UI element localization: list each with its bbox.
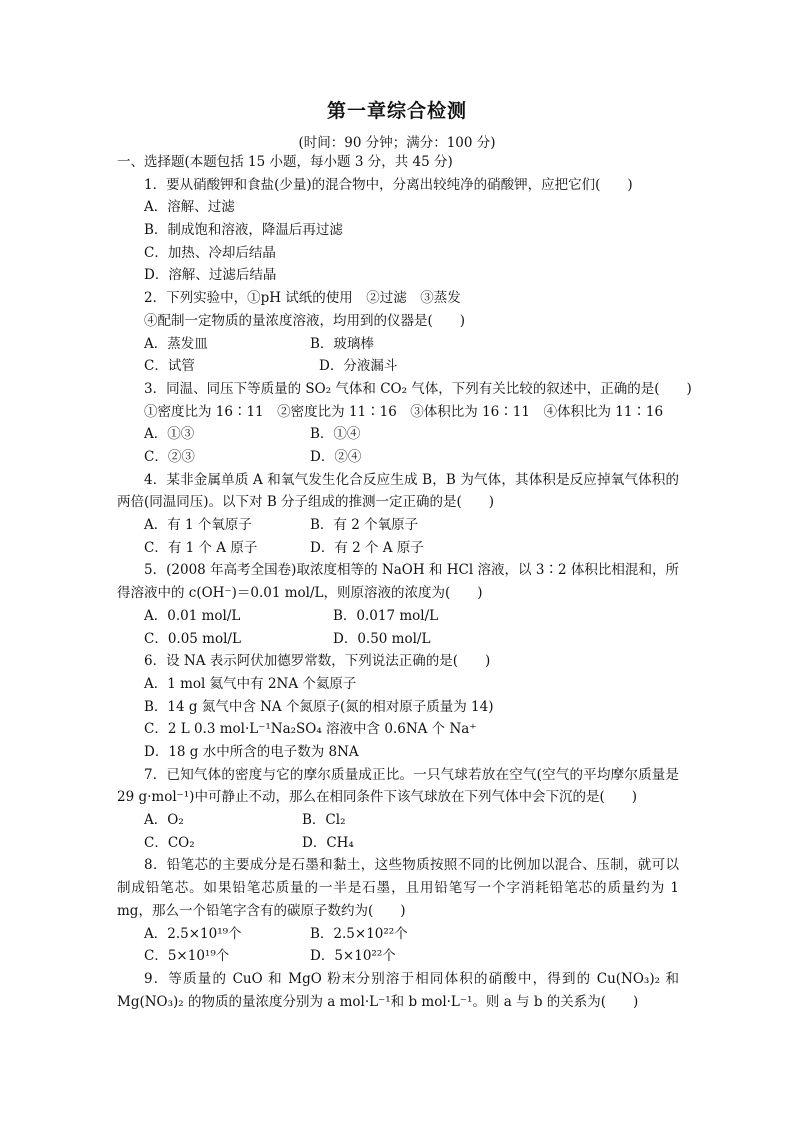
question-3-option-b: B．①④ bbox=[310, 426, 361, 443]
question-7-options-row-2 bbox=[117, 832, 679, 855]
question-6-option-a: A．1 mol 氦气中有 2NA 个氦原子 bbox=[144, 675, 357, 692]
question-6-stem: 6．设 NA 表示阿伏加德罗常数，下列说法正确的是( ) bbox=[144, 653, 491, 670]
question-8-options-row-2 bbox=[117, 945, 679, 968]
question-2-options-row-1 bbox=[117, 333, 679, 356]
question-2-option-b: B．玻璃棒 bbox=[310, 335, 374, 352]
question-3-option-c: C．②③ bbox=[144, 448, 195, 465]
question-3-option-d: D．②④ bbox=[310, 448, 362, 465]
question-4-options-row-2 bbox=[117, 537, 679, 560]
question-8-option-c: C．5×10¹⁹个 bbox=[144, 948, 230, 965]
question-7-option-a: A．O₂ bbox=[144, 812, 184, 829]
question-6-option-b: B．14 g 氮气中含 NA 个氮原子(氮的相对原子质量为 14) bbox=[144, 698, 494, 715]
question-8-stem: 8．铅笔芯的主要成分是石墨和黏土，这些物质按照不同的比例加以混合、压制，就可以制成铅笔芯。如果铅笔芯质量的一半是石墨，且用铅笔写一个字消耗铅笔芯的质量约为 1 mg，那么一个铅笔字含有的碳原子数约为( ) bbox=[117, 857, 679, 919]
question-7-option-b: B．Cl₂ bbox=[302, 812, 346, 829]
question-7-option-d: D．CH₄ bbox=[302, 834, 354, 851]
question-4-option-b: B．有 2 个氧原子 bbox=[310, 517, 419, 534]
exam-info: (时间：90 分钟；满分：100 分) bbox=[298, 135, 496, 151]
question-7-stem: 7．已知气体的密度与它的摩尔质量成正比。一只气球若放在空气(空气的平均摩尔质量是 29 g·mol⁻¹)中可静止不动，那么在相同条件下该气球放在下列气体中会下沉的是( ) bbox=[117, 766, 679, 806]
exam-body bbox=[117, 151, 692, 1013]
question-3-options-row-1 bbox=[117, 423, 679, 446]
question-8-option-a: A．2.5×10¹⁹个 bbox=[144, 925, 242, 942]
question-1-option-a: A．溶解、过滤 bbox=[144, 199, 235, 216]
question-6-option-c: C．2 L 0.3 mol·L⁻¹Na₂SO₄ 溶液中含 0.6NA 个 Na⁺ bbox=[144, 721, 477, 738]
question-1-option-c: C．加热、冷却后结晶 bbox=[144, 244, 276, 261]
question-8-option-d: D．5×10²²个 bbox=[310, 948, 396, 965]
question-5-options-row-2 bbox=[117, 628, 679, 651]
question-3-option-a: A．①③ bbox=[144, 426, 195, 443]
question-4-option-c: C．有 1 个 A 原子 bbox=[144, 539, 258, 556]
question-8-option-b: B．2.5×10²²个 bbox=[310, 925, 408, 942]
question-5-option-d: D．0.50 mol/L bbox=[333, 630, 431, 647]
question-4-options-row-1 bbox=[117, 514, 679, 537]
question-4-stem: 4．某非金属单质 A 和氧气发生化合反应生成 B，B 为气体，其体积是反应掉氧气体积的两倍(同温同压)。以下对 B 分子组成的推测一定正确的是( ) bbox=[117, 471, 679, 511]
question-5-option-a: A．0.01 mol/L bbox=[144, 607, 241, 624]
question-9-stem: 9．等质量的 CuO 和 MgO 粉末分别溶于相同体积的硝酸中，得到的 Cu(NO₃)₂ 和 Mg(NO₃)₂ 的物质的量浓度分别为 a mol·L⁻¹和 b mol·L⁻¹。则 a 与 b 的关系为( ) bbox=[117, 970, 679, 1010]
question-2-options-row-2 bbox=[117, 355, 679, 378]
question-1-option-d: D．溶解、过滤后结晶 bbox=[144, 267, 277, 284]
question-2-option-d: D．分液漏斗 bbox=[319, 358, 398, 375]
question-5-options-row-1 bbox=[117, 605, 679, 628]
question-8-options-row-1 bbox=[117, 923, 679, 946]
question-3-stem: 3．同温、同压下等质量的 SO₂ 气体和 CO₂ 气体，下列有关比较的叙述中，正确的是( ) bbox=[144, 380, 692, 397]
question-4-option-a: A．有 1 个氧原子 bbox=[144, 517, 252, 534]
question-2-option-a: A．蒸发皿 bbox=[144, 335, 208, 352]
question-4-option-d: D．有 2 个 A 原子 bbox=[310, 539, 424, 556]
question-5-option-c: C．0.05 mol/L bbox=[144, 630, 241, 647]
question-2-stem: 2．下列实验中，①pH 试纸的使用 ②过滤 ③蒸发 bbox=[144, 290, 461, 307]
question-1-stem: 1．要从硝酸钾和食盐(少量)的混合物中，分离出较纯净的硝酸钾，应把它们( ) bbox=[144, 176, 633, 193]
question-5-stem: 5．(2008 年高考全国卷)取浓度相等的 NaOH 和 HCl 溶液，以 3∶2 体积比相混和，所得溶液中的 c(OH⁻)＝0.01 mol/L，则原溶液的浓度为( ) bbox=[117, 562, 679, 602]
question-1-option-b: B．制成饱和溶液，降温后再过滤 bbox=[144, 222, 343, 239]
page-title: 第一章综合检测 bbox=[326, 100, 467, 122]
question-3-statements: ①密度比为 16∶11 ②密度比为 11∶16 ③体积比为 16∶11 ④体积比为 11∶16 bbox=[144, 403, 664, 420]
question-7-option-c: C．CO₂ bbox=[144, 834, 195, 851]
question-3-options-row-2 bbox=[117, 446, 679, 469]
question-7-options-row-1 bbox=[117, 809, 679, 832]
question-2-stem-continued: ④配制一定物质的量浓度溶液，均用到的仪器是( ) bbox=[144, 312, 466, 329]
question-2-option-c: C．试管 bbox=[144, 358, 195, 375]
section-heading: 一、选择题(本题包括 15 小题，每小题 3 分，共 45 分) bbox=[117, 154, 453, 170]
question-5-option-b: B．0.017 mol/L bbox=[333, 607, 439, 624]
question-6-option-d: D．18 g 水中所含的电子数为 8NA bbox=[144, 743, 359, 760]
